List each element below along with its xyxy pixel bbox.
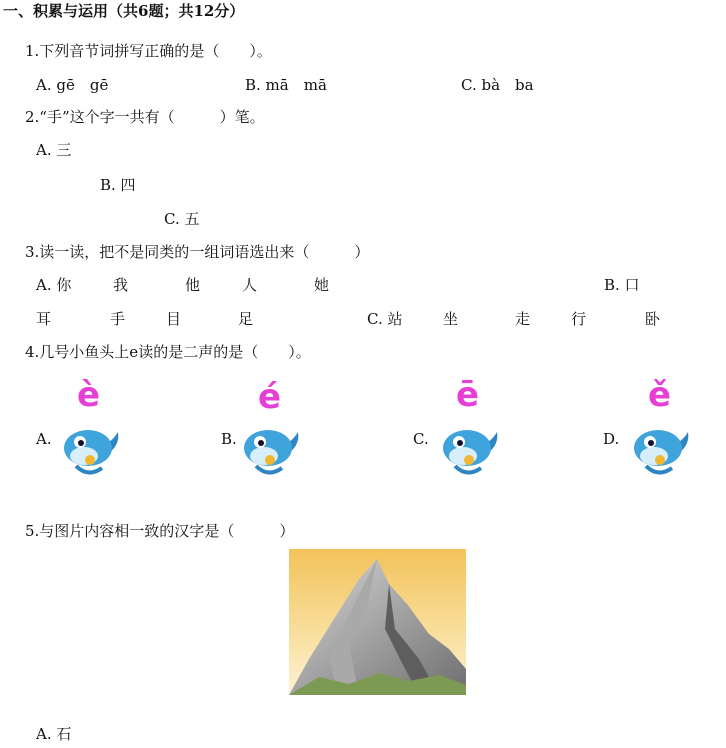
q2-option-b[interactable]: B. 四 [100,176,136,194]
q4-stem: 4.几号小鱼头上e读的是二声的是（ ）。 [25,343,311,361]
q3-word: 行 [571,310,587,328]
q3-option-a[interactable]: A. 你 [36,276,72,294]
q3-word: 手 [110,310,126,328]
q4-option-d-label[interactable]: D. [603,430,620,448]
q3-option-c[interactable]: C. 站 [367,310,403,328]
q3-word: 走 [515,310,531,328]
q3-stem: 3.读一读，把不是同类的一组词语选出来（ ） [25,243,370,261]
q3-word: 卧 [645,310,661,328]
q1-option-a[interactable]: A. gē gē [36,76,109,94]
pinyin-e-fourth-tone: è [77,375,101,415]
section-heading: 一、积累与运用（共6题；共12分） [3,2,245,20]
q4-option-b-label[interactable]: B. [221,430,237,448]
q1-option-b[interactable]: B. mā mā [245,76,327,94]
q1-option-c[interactable]: C. bà ba [461,76,534,94]
fish-icon [238,422,302,480]
pinyin-e-first-tone: ē [456,375,480,415]
fish-icon [58,422,122,480]
mountain-picture [289,549,466,695]
q3-word: 人 [242,276,258,294]
q3-word: 坐 [443,310,459,328]
q3-option-b[interactable]: B. 口 [604,276,640,294]
q3-word: 足 [238,310,254,328]
q4-option-c-label[interactable]: C. [413,430,429,448]
q2-option-a[interactable]: A. 三 [36,141,72,159]
q4-option-a-label[interactable]: A. [36,430,52,448]
q3-word: 我 [113,276,129,294]
q3-word: 耳 [36,310,52,328]
q2-option-c[interactable]: C. 五 [164,210,200,228]
q3-word: 目 [166,310,182,328]
fish-icon [437,422,501,480]
q3-word: 他 [185,276,201,294]
q5-stem: 5.与图片内容相一致的汉字是（ ） [25,522,295,540]
pinyin-e-second-tone: é [258,377,282,417]
q2-stem: 2.“手”这个字一共有（ ）笔。 [25,108,265,126]
q1-stem: 1.下列音节词拼写正确的是（ ）。 [25,42,272,60]
pinyin-e-third-tone: ě [648,375,672,415]
q5-option-a[interactable]: A. 石 [36,725,72,743]
fish-icon [628,422,692,480]
q3-word: 她 [314,276,330,294]
